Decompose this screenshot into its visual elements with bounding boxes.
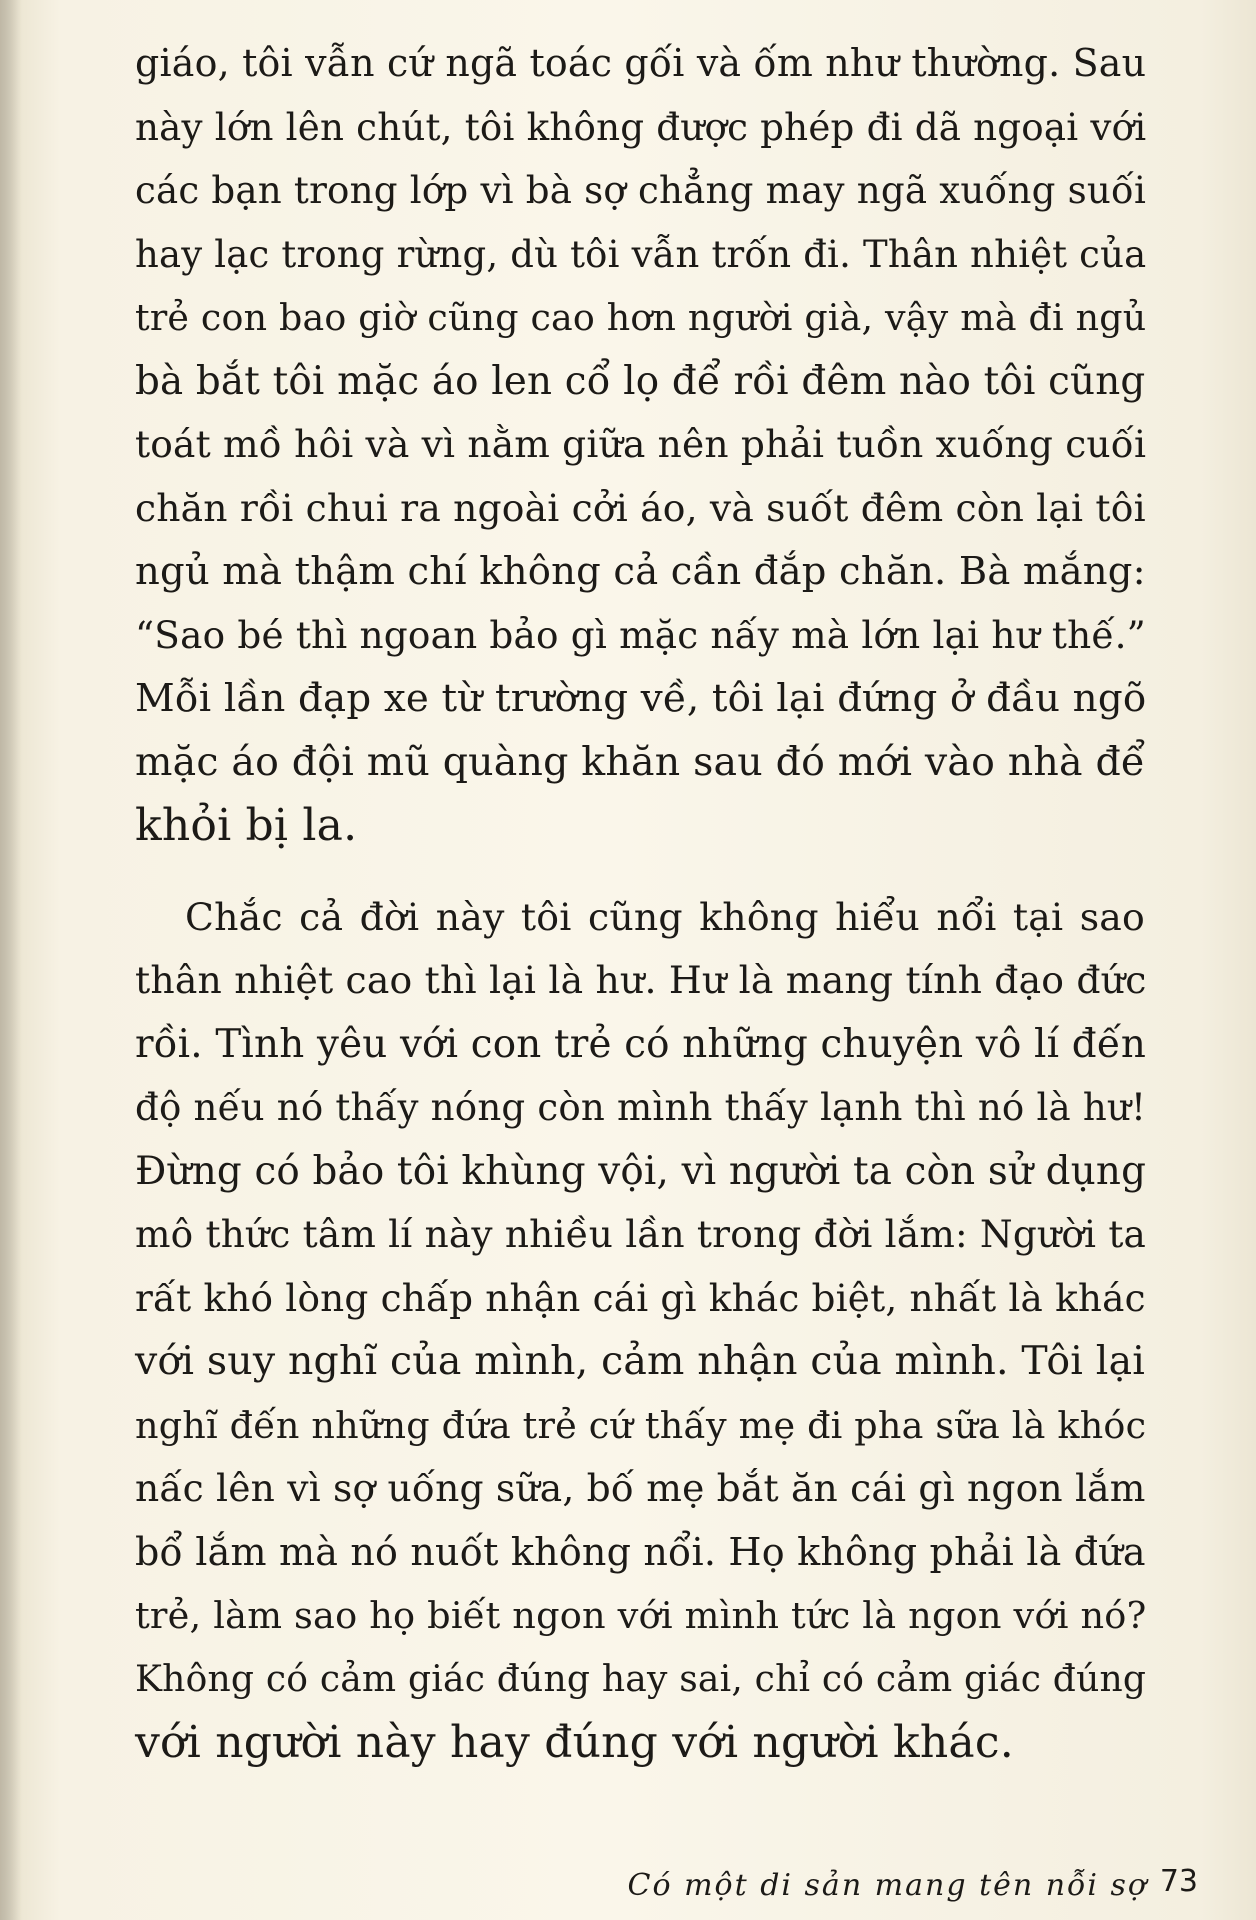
text-line: Đừng có bảo tôi khùng vội, vì người ta còn sử dụng [135, 1148, 1147, 1194]
text-line: rất khó lòng chấp nhận cái gì khác biệt, nhất là khác [135, 1275, 1146, 1320]
text-line: Mỗi lần đạp xe từ trường về, tôi lại đứng ở đầu ngõ [135, 676, 1147, 721]
text-line: toát mồ hôi và vì nằm giữa nên phải tuồn xuống cuối [135, 422, 1147, 466]
paragraph-gap [135, 858, 1145, 886]
text-line: này lớn lên chút, tôi không được phép đi dã ngoại với [135, 104, 1147, 149]
text-line: nấc lên vì sợ uống sữa, bố mẹ bắt ăn cái gì ngon lắm [135, 1466, 1146, 1510]
page-footer [0, 1862, 1256, 1912]
text-line: bà bắt tôi mặc áo len cổ lọ để rồi đêm nào tôi cũng [135, 358, 1146, 404]
text-line: “Sao bé thì ngoan bảo gì mặc nấy mà lớn lại hư thế.” [135, 612, 1146, 657]
text-line: trẻ con bao giờ cũng cao hơn người già, vậy mà đi ngủ [135, 296, 1147, 339]
text-line: ngủ mà thậm chí không cả cần đắp chăn. Bà mắng: [135, 549, 1146, 594]
text-line: với suy nghĩ của mình, cảm nhận của mình. Tôi lại [135, 1338, 1146, 1384]
text-line: nghĩ đến những đứa trẻ cứ thấy mẹ đi pha sữa là khóc [135, 1403, 1147, 1447]
page-number: 73 [1159, 1864, 1198, 1899]
text-line: các bạn trong lớp vì bà sợ chẳng may ngã xuống suối [135, 168, 1147, 212]
text-line: Không có cảm giác đúng hay sai, chỉ có cảm giác đúng [135, 1657, 1147, 1700]
body-text [135, 32, 1145, 1775]
text-line: giáo, tôi vẫn cứ ngã toác gối và ốm như thường. Sau [135, 41, 1147, 85]
text-line: mặc áo đội mũ quàng khăn sau đó mới vào nhà để [135, 738, 1146, 785]
spine-shadow [0, 0, 22, 1920]
text-line: chăn rồi chui ra ngoài cởi áo, và suốt đêm còn lại tôi [135, 485, 1146, 530]
text-line: mô thức tâm lí này nhiều lần trong đời lắm: Người ta [135, 1212, 1147, 1256]
text-line: hay lạc trong rừng, dù tôi vẫn trốn đi. Thân nhiệt của [135, 232, 1147, 276]
paragraph-2 [135, 886, 1145, 1775]
text-line: độ nếu nó thấy nóng còn mình thấy lạnh thì nó là hư! [135, 1086, 1147, 1129]
text-line: Chắc cả đời này tôi cũng không hiểu nổi tại sao [185, 894, 1145, 939]
running-title: Có một di sản mang tên nỗi sợ [627, 1868, 1148, 1903]
text-line: thân nhiệt cao thì lại là hư. Hư là mang tính đạo đức [135, 958, 1147, 1002]
paragraph-1 [135, 32, 1145, 858]
text-line: rồi. Tình yêu với con trẻ có những chuyện vô lí đến [135, 1021, 1147, 1067]
text-line: bổ lắm mà nó nuốt không nổi. Họ không phải là đứa [135, 1529, 1146, 1574]
text-line: trẻ, làm sao họ biết ngon với mình tức là ngon với nó? [135, 1594, 1147, 1637]
text-line: khỏi bị la. [135, 800, 358, 851]
text-line: với người này hay đúng với người khác. [135, 1717, 1014, 1768]
